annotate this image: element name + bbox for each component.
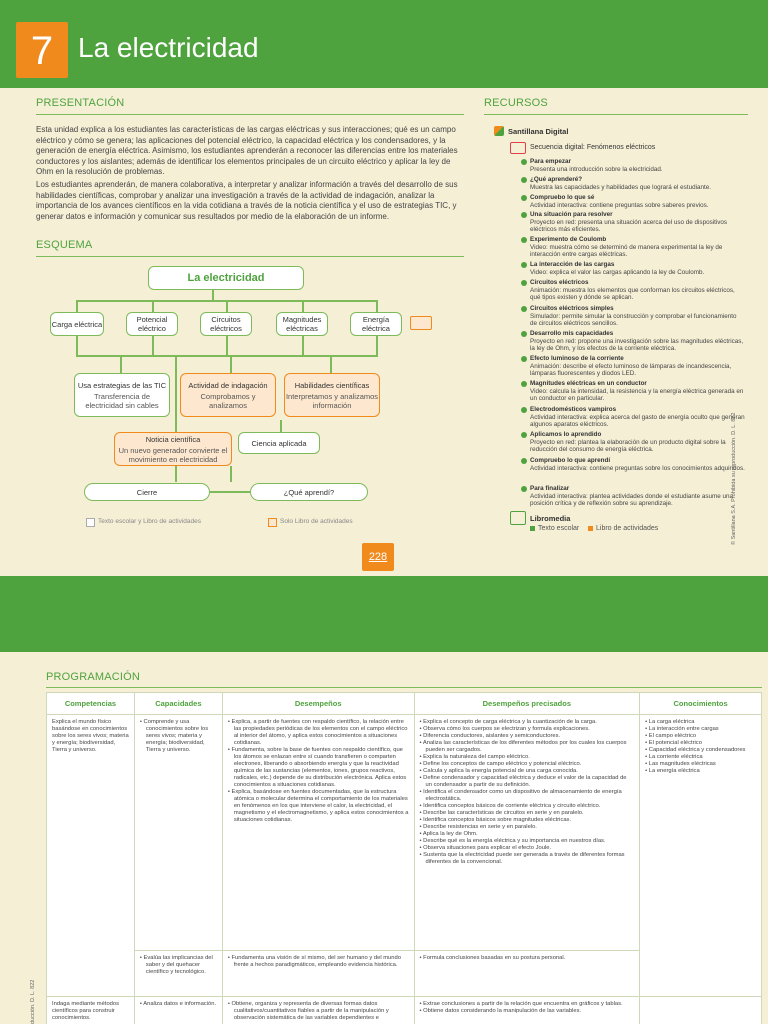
table-row — [47, 997, 762, 1024]
map-root: La electricidad — [148, 266, 304, 290]
copyright-side-note-lower: ducción. D. L. 822 — [30, 979, 36, 1024]
page-number: 228 — [362, 543, 394, 571]
cell-capacidades: • Evalúa las implicancias del saber y del quehacer científico y tecnológico. — [134, 951, 222, 997]
resource-item[interactable]: Efecto luminoso de la corriente Animación: describe el efecto luminoso de lámparas de incandescencia, lámparas fluorescentes y diodos LED. — [530, 355, 745, 378]
resource-item[interactable]: Circuitos eléctricos simples Simulador: permite simular la construcción y comprobar el funcionamiento de circuitos eléctricos sencillos. — [530, 305, 745, 328]
map-habilidades: Habilidades científicas Interpretamos y analizamos información — [284, 373, 380, 417]
resource-item[interactable]: Una situación para resolver Proyecto en red: presenta una situación acerca del uso de dispositivos eléctricos más eficientes. — [530, 211, 745, 234]
map-tic: Usa estrategias de las TIC Transferencia de electricidad sin cables — [74, 373, 170, 417]
legend-white-swatch — [86, 518, 95, 527]
legend-orange-swatch — [268, 518, 277, 527]
unit-number-badge: 7 — [16, 22, 68, 78]
texto-escolar-square-icon — [530, 526, 535, 531]
legend-orange-label: Solo Libro de actividades — [280, 518, 353, 525]
map-cierre: Cierre — [84, 483, 210, 501]
col-header-desempenos: Desempeños — [222, 693, 414, 715]
santillana-logo-icon — [494, 126, 504, 136]
map-topic-carga: Carga eléctrica — [50, 312, 104, 336]
resource-item[interactable]: Electrodomésticos vampiros Actividad interactiva: explica acerca del gasto de energía oculto que generan algunos aparatos eléctricos. — [530, 406, 745, 429]
resource-item[interactable]: Compruebo lo que aprendí Actividad interactiva: contiene preguntas sobre los conocimientos adquiridos. — [530, 457, 745, 472]
presentacion-paragraph-1: Esta unidad explica a los estudiantes las características de las cargas eléctricas y sus interacciones; qué es un campo eléctrico y cómo se genera; las aplicaciones del potencial eléctrico, la capacidad eléctrica y los condensadores, y la generación de energía eléctrica. Asimismo, los estudiantes aprenderán a reconocer las diferencias entre los materiales conductores y los aislantes; además de identificar los elementos principales de un circuito eléctrico y aplicar la ley de Ohm en la resolución de problemas. — [36, 125, 458, 176]
resource-bullet-icon — [521, 458, 527, 464]
programacion-rule — [46, 687, 762, 688]
resource-bullet-icon — [521, 432, 527, 438]
resource-bullet-icon — [521, 306, 527, 312]
recursos-rule — [484, 114, 748, 115]
cell-conocimientos — [640, 997, 762, 1024]
cell-precisados: • Formula conclusiones basadas en su postura personal. — [414, 951, 640, 997]
libromedia-libro[interactable]: Libro de actividades — [596, 525, 659, 532]
cell-competencia: Explica el mundo físico basándose en conocimientos sobre los seres vivos; materia y energía; biodiversidad, Tierra y universo. — [47, 715, 135, 997]
resource-bullet-icon — [521, 159, 527, 165]
cell-capacidades: • Analiza datos e información. — [134, 997, 222, 1024]
map-noticia: Noticia científica Un nuevo generador convierte el movimiento en electricidad — [114, 432, 232, 466]
legend-white-label: Texto escolar y Libro de actividades — [98, 518, 201, 525]
sequence-title: Secuencia digital: Fenómenos eléctricos — [530, 144, 656, 151]
programacion-title: PROGRAMACIÓN — [46, 671, 141, 683]
resource-bullet-icon — [521, 177, 527, 183]
resource-item[interactable]: La interacción de las cargas Video: explica el valor las cargas aplicando la ley de Coulomb. — [530, 261, 745, 276]
presentacion-paragraph-2: Los estudiantes aprenderán, de manera colaborativa, a interpretar y analizar información a través del desarrollo de sus habilidades científicas, comprobar y analizar una investigación a través de la actividad de indagación, analizar la importancia de los avances científicos en la vida cotidiana a través de la noticia científica y el uso de estrategias TIC, y generar datos e información y comunicar sus resultados por medio de la elaboración de un informe. — [36, 180, 458, 221]
resource-item[interactable]: Experimento de Coulomb Video: muestra cómo se determinó de manera experimental la ley de interacción entre cargas eléctricas. — [530, 236, 745, 259]
resource-item[interactable]: Magnitudes eléctricas en un conductor Video: calcula la intensidad, la resistencia y la energía eléctrica generada en un conductor en particular. — [530, 380, 745, 403]
esquema-title: ESQUEMA — [36, 239, 93, 251]
cell-desempenos: • Explica, a partir de fuentes con respaldo científico, la relación entre las propiedades periódicas de los elementos con el campo eléctrico al interior del átomo, y aplica estos conocimientos a situaciones cotidianas. • Fundamenta, sobre la base de fuentes con respaldo científico, que los átomos se enlazan entre sí cuando transfieren o comparten electrones, liberando o absorbiendo energía y que la reactividad química de las sustancias (elementos, iones, grupos reactivos, radicales, etc.) depende de su distribución electrónica. Aplica estos conocimientos a situaciones cotidianas. • Explica, basándose en fuentes documentadas, que la estructura atómica o molecular determina el comportamiento de los materiales en fenómenos en los que interviene el calor, la electricidad, el magnetismo y el electromagnetismo, y aplica estos conocimientos a situaciones cotidianas. — [222, 715, 414, 951]
santillana-brand: Santillana Digital — [508, 127, 569, 136]
map-topic-potencial: Potencial eléctrico — [126, 312, 178, 336]
cell-conocimientos: • La carga eléctrica • La interacción entre cargas • El campo eléctrico • El potencial eléctrico • Capacidad eléctrica y condensadores • La corriente eléctrica • Las magnitudes eléctricas • La energía eléctrica — [640, 715, 762, 997]
cell-desempenos: • Obtiene, organiza y representa de diversas formas datos cualitativos/cuantitativos fiables a partir de la manipulación y observación sistemática de las variables dependientes e — [222, 997, 414, 1024]
sequence-folder-icon — [510, 142, 526, 154]
resource-bullet-icon — [521, 262, 527, 268]
map-aprendi: ¿Qué aprendí? — [250, 483, 368, 501]
esquema-rule — [36, 256, 464, 257]
cell-desempenos: • Fundamenta una visión de sí mismo, del ser humano y del mundo frente a hechos paradigmáticos, empleando evidencia histórica. — [222, 951, 414, 997]
resource-item[interactable]: ¿Qué aprenderé? Muestra las capacidades y habilidades que logrará el estudiante. — [530, 176, 745, 191]
resource-bullet-icon — [521, 407, 527, 413]
map-topic-circuitos: Circuitos eléctricos — [200, 312, 252, 336]
col-header-conocimientos: Conocimientos — [640, 693, 762, 715]
presentacion-rule — [36, 114, 464, 115]
cell-capacidades: • Comprende y usa conocimientos sobre los seres vivos; materia y energía; biodiversidad, Tierra y universo. — [134, 715, 222, 951]
libromedia-title: Libromedia — [530, 514, 571, 523]
resource-bullet-icon — [521, 212, 527, 218]
map-ciencia: Ciencia aplicada — [238, 432, 320, 454]
resource-item[interactable]: Aplicamos lo aprendido Proyecto en red: plantea la elaboración de un producto digital sobre la reducción del consumo de energía eléctrica. — [530, 431, 745, 454]
resource-bullet-icon — [521, 195, 527, 201]
table-row — [47, 715, 762, 951]
col-header-competencias: Competencias — [47, 693, 135, 715]
cell-precisados: • Extrae conclusiones a partir de la relación que encuentra en gráficos y tablas. • Obtiene datos considerando la manipulación de las variables. — [414, 997, 640, 1024]
libro-actividades-square-icon — [588, 526, 593, 531]
libromedia-book-icon — [510, 511, 526, 525]
libromedia-texto[interactable]: Texto escolar — [538, 525, 580, 532]
resource-bullet-icon — [521, 280, 527, 286]
presentacion-title: PRESENTACIÓN — [36, 97, 125, 109]
col-header-capacidades: Capacidades — [134, 693, 222, 715]
programacion-table — [46, 692, 762, 1024]
resource-bullet-icon — [521, 356, 527, 362]
resource-item[interactable]: Desarrollo mis capacidades Proyecto en red: propone una investigación sobre las magnitudes eléctricas, la ley de Ohm, y los efectos de la corriente eléctrica. — [530, 330, 745, 353]
resource-item[interactable]: Para empezar Presenta una introducción sobre la electricidad. — [530, 158, 745, 173]
map-topic-magnitudes: Magnitudes eléctricas — [276, 312, 328, 336]
recursos-title: RECURSOS — [484, 97, 548, 109]
unit-title: La electricidad — [78, 32, 259, 63]
copyright-side-note: © Santillana S.A. Prohibida su reproducción. D. L. 822 — [731, 412, 737, 545]
resource-bullet-icon — [521, 381, 527, 387]
cell-precisados: • Explica el concepto de carga eléctrica y la cuantización de la carga. • Observa cómo los cuerpos se electrizan y formula explicaciones. • Diferencia conductores, aislantes y semiconductores. • Analiza las características de los diferentes métodos por los cuales los cuerpos pueden ser cargados. • Explica la naturaleza del campo eléctrico. • Define los conceptos de campo eléctrico y potencial eléctrico. • Calcula y aplica la energía potencial de una carga conocida. • Define condensador y capacidad eléctrica y deduce el valor de la capacidad de un condensador a partir de su definición. • Identifica el condensador como un dispositivo de almacenamiento de energía electrostática. • Identifica conceptos básicos de corriente eléctrica y circuito eléctrico. • Describe las características de circuitos en serie y en paralelo. • Identifica conceptos básicos sobre magnitudes eléctricas. • Describe resistencias en serie y en paralelo. • Aplica la ley de Ohm. • Describe qué es la energía eléctrica y su importancia en nuestros días. • Observa situaciones para explicar el efecto Joule. • Sustenta que la electricidad puede ser generada a través de diferentes formas diferentes de la convencional. — [414, 715, 640, 951]
page-divider-band — [0, 576, 768, 652]
map-topic-energia: Energía eléctrica — [350, 312, 402, 336]
resource-item[interactable]: Compruebo lo que sé Actividad interactiva: contiene preguntas sobre saberes previos. — [530, 194, 745, 209]
resource-item[interactable]: Circuitos eléctricos Animación: muestra los elementos que conforman los circuitos eléctricos, qué tipos existen y dónde se aplican. — [530, 279, 745, 302]
folder-icon — [410, 316, 432, 330]
resource-bullet-icon — [521, 486, 527, 492]
col-header-precisados: Desempeños precisados — [414, 693, 640, 715]
map-indagacion: Actividad de indagación Comprobamos y analizamos — [180, 373, 276, 417]
resource-bullet-icon — [521, 331, 527, 337]
resource-item[interactable]: Para finalizar Actividad interactiva: plantea actividades donde el estudiante asume una posición crítica y de reflexión sobre su aprendizaje. — [530, 485, 745, 508]
resource-bullet-icon — [521, 237, 527, 243]
cell-competencia: Indaga mediante métodos científicos para construir conocimientos. — [47, 997, 135, 1024]
